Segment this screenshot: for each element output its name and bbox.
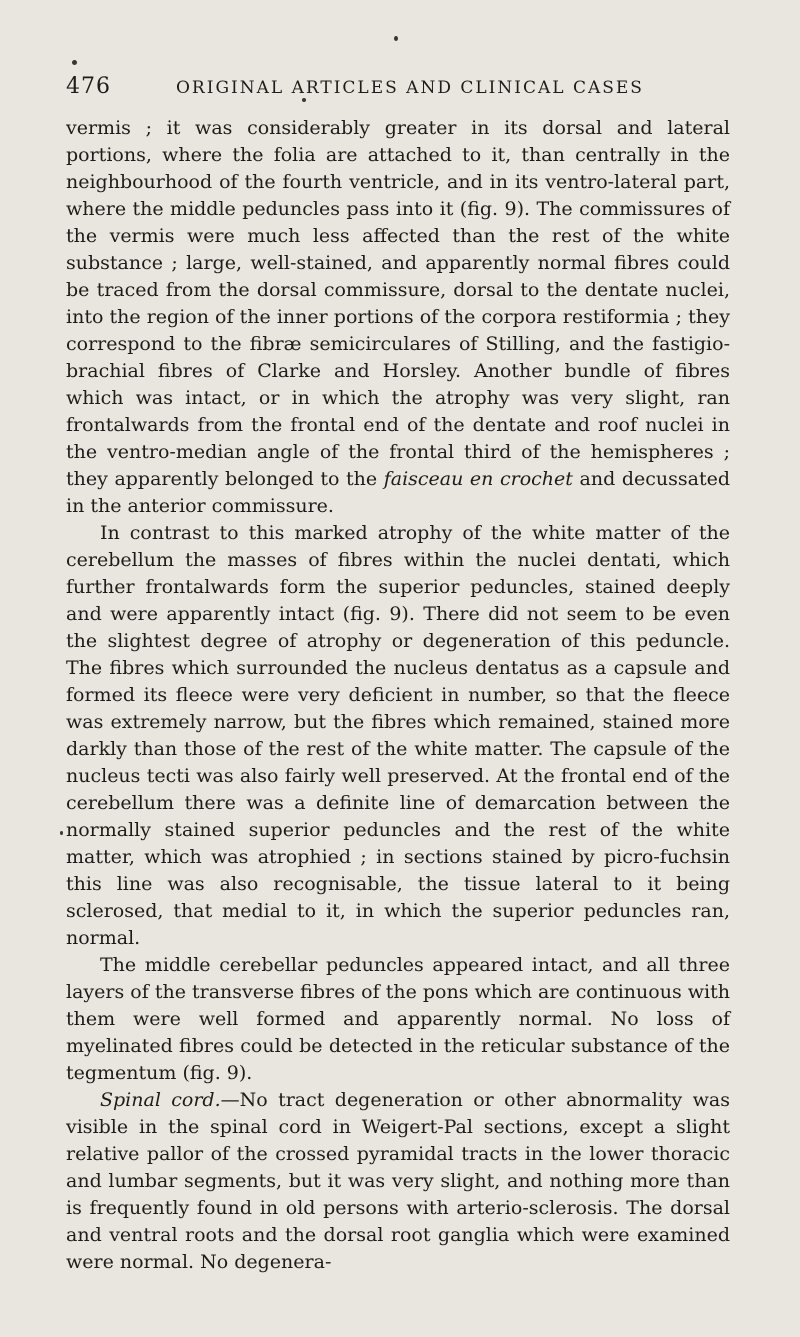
paragraph-middle-peduncles xyxy=(66,952,730,1087)
running-head: ORIGINAL ARTICLES AND CLINICAL CASES xyxy=(176,78,644,98)
italic-term: faisceau en crochet xyxy=(383,468,573,490)
ink-speck xyxy=(394,36,398,41)
page-header xyxy=(66,74,736,104)
paragraph-contrast xyxy=(66,520,730,952)
paragraph-text-end: —No tract degeneration or other abnormality was visible in the spinal cord in Weigert-Pal sections, except a slight relative pallor of the crossed pyramidal tracts in the lower thoracic and lumbar segments, but it was very slight, and nothing more than is frequently found in old persons with arterio-sclerosis. The dorsal and ventral roots and the dorsal root ganglia which were examined were normal. No degenera- xyxy=(66,1089,730,1273)
paragraph-text-end: and decussated in the anterior commissure. xyxy=(66,468,730,517)
paragraph-text: vermis ; it was considerably greater in its dorsal and lateral portions, where the folia are attached to it, than centrally in the neighbourhood of the fourth ventricle, and in its ventro-lateral part, where the middle peduncles pass into it (fig. 9). The commissures of the vermis were much less affected than the rest of the white substance ; large, well-stained, and apparently normal fibres could be traced from the dorsal commissure, dorsal to the dentate nuclei, into the region of the inner portions of the corpora restiformia ; they correspond to the fibræ semicirculares of Stilling, and the fastigio-brachial fibres of Clarke and Horsley. Another bundle of fibres which was intact, or in which the atrophy was very slight, ran frontalwards from the frontal end of the dentate and roof nuclei in the ventro-median angle of the frontal third of the hemispheres ; they apparently belonged to the xyxy=(66,117,730,490)
paragraph-text: In contrast to this marked atrophy of the white matter of the cerebellum the masses of fibres within the nuclei dentati, which further frontalwards form the superior peduncles, stained deeply and were apparently intact (fig. 9). There did not seem to be even the slightest degree of atrophy or degeneration of this peduncle. The fibres which surrounded the nucleus dentatus as a capsule and formed its fleece were very deficient in number, so that the fleece was extremely narrow, but the fibres which remained, stained more darkly than those of the rest of the white matter. The capsule of the nucleus tecti was also fairly well preserved. At the frontal end of the cerebellum there was a definite line of demarcation between the normally stained superior peduncles and the rest of the white matter, which was atrophied ; in sections stained by picro-fuchsin this line was also recognisable, the tissue lateral to it being sclerosed, that medial to it, in which the superior peduncles ran, normal. xyxy=(66,522,730,949)
ink-speck xyxy=(60,831,63,835)
paragraph-text: The middle cerebellar peduncles appeared intact, and all three layers of the transverse fibres of the pons which are continuous with them were well formed and apparently normal. No loss of myelinated fibres could be detected in the reticular substance of the tegmentum (fig. 9). xyxy=(66,954,730,1084)
section-heading-spinal-cord: Spinal cord. xyxy=(100,1089,221,1111)
paragraph-spinal-cord xyxy=(66,1087,730,1276)
paragraph-vermis xyxy=(66,115,730,520)
page-number: 476 xyxy=(66,74,111,99)
ink-speck xyxy=(72,60,77,65)
article-body xyxy=(66,115,730,1276)
